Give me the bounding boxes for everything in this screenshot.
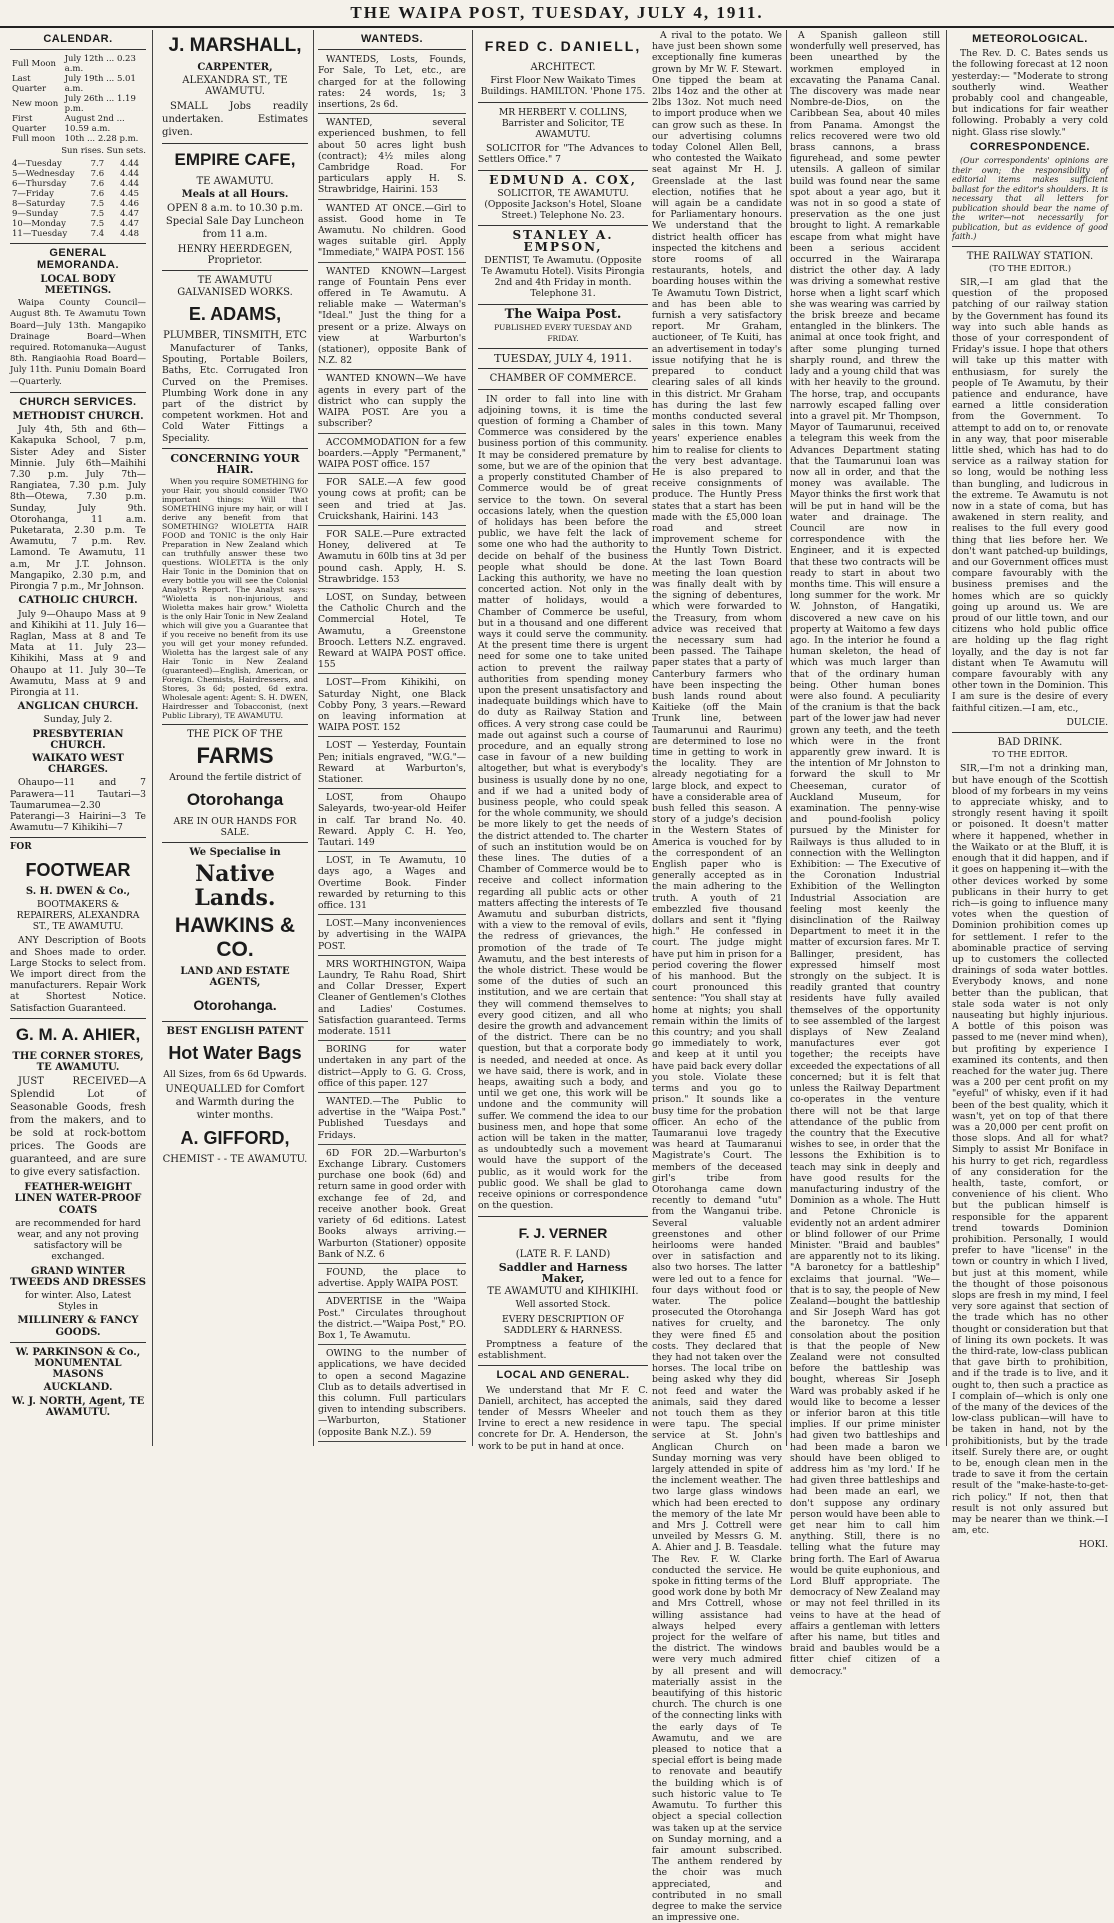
calendar-title: CALENDAR. — [43, 33, 113, 45]
marshall-name: J. MARSHALL, — [168, 35, 302, 56]
divider — [162, 143, 308, 144]
sun-cell: 7.5 — [90, 199, 105, 210]
sun-cell: 4.44 — [120, 159, 140, 170]
divider — [162, 270, 308, 271]
moon-cell: New moon — [12, 99, 59, 110]
moon-cell: Full moon — [12, 134, 56, 145]
classified-ad: BORING for water undertaken in any part of the district—Apply to G. G. Cross, office of this paper. 127 — [318, 1044, 466, 1093]
moon-cell: Last Quarter — [12, 74, 47, 95]
classified-ad: WANTED KNOWN—We have agents in every part of the district who can supply the WAIPA POST. Are you a subscriber? — [318, 373, 466, 433]
classified-ad: LOST—From Kihikihi, on Saturday Night, one Black Cobby Pony, 3 years.—Reward on leaving information at WAIPA POST. 152 — [318, 677, 466, 737]
column-rule — [946, 30, 947, 1446]
marshall-address: ALEXANDRA ST., TE AWAMUTU. — [182, 75, 288, 98]
moon-cell: July 26th ... 1.19 p.m. — [64, 94, 136, 115]
verner-address: TE AWAMUTU and KIHIKIHI. — [487, 1286, 639, 1298]
divider — [10, 1018, 146, 1019]
sun-cell: 7.6 — [90, 189, 105, 200]
marshall-body: SMALL Jobs readily undertaken. Estimates given. — [162, 100, 308, 138]
column-rule — [313, 30, 314, 1446]
meteorological-title: METEOROLOGICAL. — [972, 33, 1088, 45]
sun-cell: 7.6 — [90, 169, 105, 180]
daniell-name: FRED C. DANIELL, — [484, 38, 642, 54]
dwen-body: ANY Description of Boots and Shoes made to order. Large Stocks to select from. We import direct from the manufacturers. Repair Work at Shortest Notice. Satisfaction Guaranteed. — [10, 935, 146, 1014]
sun-header: Sun rises. Sun sets. — [61, 146, 146, 157]
cox-body: SOLICITOR, TE AWAMUTU. (Opposite Jackson's Hotel, Sloane Street.) Telephone No. 23. — [484, 187, 642, 222]
hair-body: When you require SOMETHING for your Hair, you should consider TWO important things: Will that SOMETHING injure my hair, or will I derive any benefit from that SOMETHING? WIOLETTA HAIR FOOD and TONIC is the only Hair Preparation in New Zealand which can truthfully answer these two questions. WIOLETTA is the only Hair Tonic in the Dominion that on every bottle you will see the Colonial Analyst's Report. The Analyst says: "Wioletta is non-injurious, and Wioletta makes hair grow." Wioletta is the only Hair Tonic in New Zealand which will give you a Guarantee that if you receive no benefit from its use you will get your money refunded. Wioletta has the largest sale of any Hair Tonic in New Zealand (guaranteed)—English, American, or Foreign. Chemists, Hairdressers, and Stores, 3s 6d; posted, 6d extra. Wholesale agent: Agent: S. H. DWEN, Hairdresser and Tobacconist, (next Public Library), TE AWAMUTU. — [162, 477, 308, 721]
classified-ad: WANTED KNOWN—Largest range of Fountain Pens ever offered in Te Awamutu. A reliable make — Waterman's "Ideal." Just the thing for a present or a prize. Always on view at Warburton's (stationer), opposite Bank of N.Z. 82 — [318, 266, 466, 371]
ahier-body: JUST RECEIVED—A Splendid Lot of Seasonable Goods, fresh from the makers, and to be sold at rock-bottom prices. The Goods are guaranteed, and are sure to give every satisfaction. — [10, 1076, 146, 1179]
news-text: A Spanish galleon still wonderfully well preserved, has been unearthed by the workmen employed in excavating the Panama Canal. The discovery was made near Nombre-de-Dios, on the Caribbean Sea, about 40 miles from Panama. Amongst the relics recovered were two old brass cannons, a brass figurehead, and some pewter utensils. A galleon of similar build was found near the same spot about a year ago, but it was not in so good a state of preservation as the one just brought to light. A remarkable escape from what might have been a serious accident occurred in the Wairarapa district the other day. A lady was driving a somewhat restive horse when a light scarf which she was wearing was carried by the brisk breeze and became entangled in the blinkers. The animal at once took fright, and after some plunging turned sharply round, and threw the lady and a young child that was with her heavily to the ground. The horse, trap, and occupants narrowly escaped falling over into a gravel pit. Mr Thompson, Mayor of Taumarunui, received a telegram this week from the Advances Department stating that the Taumarunui loan was now all in order, and that the money was available. The Mayor thinks the first work that will be put in hand will be the water and drainage. The Council are now in correspondence with the Engineer, and it is expected that these two contracts will be ready to start in about two months time. This will ensure a long summer for the work. Mr W. Johnston, of Hangatiki, discovered a new cave on his property at Waitomo a few days ago. In the interior he found a human skeleton, the head of which was much larger than that of the ordinary human being. Other human bones were also found. A peculiarity of the cranium is that the back part of the lower jaw had never grown any teeth, and the teeth which were in the front apparently grew inward. It is the intention of Mr Johnston to forward the skull to Mr Cheeseman, curator of Auckland Museum, for examination. The penny-wise and pound-foolish policy pursued by the Minister for Railways is thus alluded to in connection with the Wellington Exhibition: — The Executive of the Coronation Industrial Exhibition of the Wellington Industrial Association are feeling most keenly the disinclination of the Railway Department to meet it in the matter of excursion fares. Mr T. Ballinger, president, has expressed himself most strongly on the subject. It is readily granted that country residents have fully availed themselves of the opportunity to see assembled of the largest displays of New Zealand manufactures ever got together; the receipts have exceeded the expectations of all concerned; but it is felt that unless the Railway Department co-operates in the venture there will not be that large attendance of the public from the country that the Executive wishes to see, in order that the lessons the Exhibition is to teach may sink in deeply and have good results for the manufacturing industry of the Dominion as a whole. The Hutt and Petone Chronicle is evidently not an ardent admirer or blind follower of our Prime Minister. "Braid and baubles" are apparently not to its liking. "A baronetcy for a battleship" exclaims that journal. "We—that is to say, the people of New Zealand—bought the battleship and Sir Joseph Ward has got the baronetcy. The only consolation about the position is that the people of New Zealand were not consulted before the battleship was bought, whereas Sir Joseph Ward was probably asked if he would like to become a lesser or inferior baron at this title implies. If our prime minister had given two battleships and had been made a baron we should have been obliged to address him as 'my lord.' If he had given three battleships and had been made an earl, we don't suppose any ordinary person would have been able to get near him to call him anything. Still, there is no telling what the future may bring forth. The Earl of Awarua would be quite euphonious, and Lord Bluff appropriate. The democracy of New Zealand may or may not feel thrilled in its veins to have at the head of affairs a gentleman with letters after his name, but titles and braid and baubles would be a fitter chief citizen of a democracy." — [790, 30, 940, 1677]
correspondence-note: (Our correspondents' opinions are their own; the responsibility of editorial items makes sufficient ballast for the editor's shoulders. It is necessary that all letters for publication should bear the name of the writer—not necessarily for publication, but as evidence of good faith.) — [952, 156, 1108, 242]
classified-ad: WANTED.—The Public to advertise in the "Waipa Post." Published Tuesdays and Fridays. — [318, 1096, 466, 1145]
drink-title: BAD DRINK. — [997, 737, 1063, 749]
collins: MR HERBERT V. COLLINS, Barrister and Solicitor, TE AWAMUTU. — [498, 106, 628, 141]
sun-row — [10, 169, 141, 179]
galvanised-works: TE AWAMUTU GALVANISED WORKS. — [177, 275, 293, 298]
paper-title: The Waipa Post. — [504, 306, 622, 322]
moon-row — [10, 94, 146, 114]
classified-ad: OWING to the number of applications, we have decided to open a second Magazine Club as to details advertised in this column. Full particulars given to intending subscribers.—Warburton, Stationer (opposite Bank N.Z.). 59 — [318, 1348, 466, 1442]
masthead: THE WAIPA POST, TUESDAY, JULY 4, 1911. — [0, 0, 1114, 28]
sun-cell: 4.47 — [120, 219, 140, 230]
sun-cell: 7.4 — [90, 229, 105, 240]
sun-cell: 11—Tuesday — [12, 229, 68, 240]
classified-ad: 6D FOR 2D.—Warburton's Exchange Library. Customers purchase one book (6d) and return same in good order with exchange fee of 2d, and receive another book. Great variety of 6d editions. Latest Books always arriving.—Warburton (Stationer) opposite Bank of N.Z. 6 — [318, 1148, 466, 1264]
sun-cell: 5—Wednesday — [12, 169, 75, 180]
local-body: We understand that Mr F. C. Daniell, architect, has accepted the tender of Messrs Wheeler and Irvine to erect a new residence in concrete for Dr. A. Henderson, the work to be put in hand at once. — [478, 1384, 648, 1452]
sun-cell: 7.7 — [90, 159, 105, 170]
tweeds-body: for winter. Also, Latest Styles in — [24, 1290, 132, 1313]
moon-cell: Full Moon — [12, 59, 56, 70]
column-rule — [152, 30, 153, 1446]
sun-cell: 4.46 — [120, 199, 140, 210]
sun-cell: 10—Monday — [12, 219, 66, 230]
footwear-heading: FOOTWEAR — [25, 859, 131, 880]
sun-cell: 4—Tuesday — [12, 159, 62, 170]
local-news-text: A rival to the potato. We have just been shown some exceptionally fine kumeras grown by Mr W. F. Stewart. One tipped the beam at 2lbs 14oz and the other at 2lbs 13oz. Not much need to import produce when we can grow such as these. In our advertising columns today Colonel Allen Bell, who contested the Waikato seat against Mr H. J. Greenslade at the last election, notifies that he will again be a candidate for Parliamentary honours. We understand that the district health officer has inspected the kitchens and store rooms of all restaurants, hotels, and boarding houses within the Te Awamutu Town District, and has been able to furnish a very satisfactory report. Mr Graham, auctioneer, of Te Kuiti, has an advertisement in today's issue notifying that he is prepared to conduct clearing sales of all kinds in this district. Mr Graham has during the last few months conducted several sales in this town. Many years' experience enables him to realise for clients to the very best advantage. He is also prepared to receive consignments of produce. The Huntly Press states that a start has been made with the £5,000 loan road and street improvement scheme for the Huntly Town District. At the last Town Board meeting the loan question was finally dealt with by the signing of debentures, which were forwarded to the Treasury, from whom advice was received that the necessary sum had been passed. The Taihape paper states that a party of Canterbury farmers who have been inspecting the bush lands round about Kaitieke (off the Main Trunk line, between Taumarunui and Raurimu) are determined to lose no time in getting to work in the locality. They are already negotiating for a large block, and expect to have a considerable area of bush felled this season. A story of a judge's decision in the Western States of America is vouched for by the correspondent of an English paper who is generally accepted as in the main adhering to the truth. A youth of 21 embezzled five thousand dollars and sent it "flying high." He confessed in court. The judge might have put him in prison for a period covering the flower of his manhood. But the court pronounced this sentence: "You shall stay at home at nights; you shall remain within the limits of this country; and you shall go immediately to work, and keep at it until you have paid back every dollar you stole. Violate these terms and you go to prison." It sounds like a busy time for the probation officer. An echo of the Taumaranui love tragedy was heard at Taumaranui Magistrate's Court. The members of the deceased girl's tribe from Otorohanga came down recently to demand "utu" from the Wanganui tribe. Several valuable greenstones and other heirlooms were handed over in satisfaction and also two horses. The latter were led out to a fence for four days without food or water. The police prosecuted the Otorohanga natives for cruelty, and they were fined £5 and costs. They declared that they had not taken over the horses. The local tribe on being asked why they did not feed and water the animals, said they dared not touch them as they were tapu. The special service at St. John's Anglican Church on Sunday morning was very largely attended in spite of the inclement weather. The two large glass windows which had been erected to the memory of the late Mr and Mrs J. Cottrell were unveiled by Messrs G. M. A. Ahier and J. B. Teasdale. The Rev. F. W. Clarke conducted the service. He spoke in fitting terms of the good work done by both Mr and Mrs Cottrell, whose willing assistance had always helped every project for the welfare of the district. The windows were very much admired by all present and will materially assist in the beautifying of this historic church. The church is one of the connecting links with the early days of Te Awamutu, and we are pleased to notice that a special effort is being made to renovate and beautify the building which is of such historic value to Te Awamutu. To further this object a special collection was taken up at the service on Sunday morning, and a fair amount subscribed. The anthem rendered by the choir was much appreciated, and contributed in no small degree to make the service an impressive one. — [652, 30, 782, 1923]
hot-water-bags: Hot Water Bags — [168, 1042, 302, 1063]
moon-row — [10, 54, 146, 74]
moon-row — [10, 74, 146, 94]
divider — [478, 170, 648, 171]
empire-meals: Meals at all Hours. — [181, 188, 289, 200]
anglican-text: Sunday, July 2. — [43, 714, 113, 726]
column-6 — [790, 30, 940, 1677]
verner-stock: Well assorted Stock. — [515, 1299, 611, 1311]
divider — [10, 49, 146, 50]
moon-cell: First Quarter — [12, 114, 47, 135]
column-3 — [318, 30, 466, 1446]
railway-sign: DULCIE. — [1066, 716, 1108, 728]
otorohanga-heading: Otorohanga — [186, 789, 284, 809]
local-title: LOCAL AND GENERAL. — [496, 1369, 630, 1382]
divider — [162, 724, 308, 725]
classified-ad: ADVERTISE in the "Waipa Post." Circulates throughout the district.—"Waipa Post," P.O. Box 1, Te Awamutu. — [318, 1296, 466, 1345]
moon-row — [10, 134, 146, 144]
divider — [952, 246, 1108, 247]
ahier-subtitle: THE CORNER STORES, TE AWAMUTU. — [12, 1050, 144, 1073]
footwear-for: FOR — [10, 842, 32, 853]
correspondence-title: CORRESPONDENCE. — [970, 140, 1090, 153]
moon-cell: August 2nd ... 10.59 a.m. — [64, 114, 125, 135]
sun-row — [10, 199, 141, 209]
dwen-name: S. H. DWEN & Co., — [25, 885, 131, 897]
classified-ad: WANTED, several experienced bushmen, to fell about 50 acres light bush (contract); 4½ miles along Cambridge Road. For particulars apply H. S. Strawbridge, Hairini. 153 — [318, 117, 466, 199]
best-patent: BEST ENGLISH PATENT — [166, 1025, 304, 1037]
classified-ad: FOUND, the place to advertise. Apply WAIPA POST. — [318, 1267, 466, 1293]
meteorological-body: The Rev. D. C. Bates sends us the following forecast at 12 noon yesterday:— "Moderate to strong southerly wind. Weather probably cool and changeable, but indications for fair weather following. Probably a very cold night. Glass rise slowly." — [952, 48, 1108, 138]
specialise-text: We Specialise in — [189, 847, 281, 859]
railway-title: THE RAILWAY STATION. — [966, 250, 1094, 262]
divider — [10, 392, 146, 393]
sun-row — [10, 209, 141, 219]
divider — [162, 448, 308, 449]
classified-ad: FOR SALE.—A few good young cows at profit; can be seen and tried at Jas. Cruickshank, Hairini. 143 — [318, 477, 466, 526]
moon-cell: 10th ... 2.28 p.m. — [64, 134, 139, 145]
divider — [162, 1021, 308, 1022]
sun-cell: 9—Sunday — [12, 209, 58, 220]
chamber-body: IN order to fall into line with adjoining towns, it is time the question of forming a Chamber of Commerce was considered by the business portion of this community. It may be considered premature by some, but we are of the opinion that a properly constituted Chamber of Commerce would be of great service to the town. On several occasions lately, when the question of holidays has been before the public, we have felt the lack of some one who had the authority to decide on behalf of the business people what should be done. Lacking this authority, we have no concerted action. Not only in the matter of holidays, would a Chamber of Commerce be useful, but in a thousand and one different ways it could serve the community. At the present time there is urgent need for some one to take united action to prevent the railway authorities from spending money upon the present unsatisfactory and inadequate buildings which have to do duty as Railway Station and offices. A very strong case could be made out against such a course of procedure, and an equally strong case in favour of a new building altogether, but what is everybody's business is usually done by no one, and if we had a united body of business people, who could speak for the whole community, we should be more likely to get the needs of the district attended to. The charter of such an institution would be on these lines. The duties of a Chamber of Commerce would be to receive and collect information regarding all public acts or other matters affecting the interests of Te Awamutu and suburban districts, with a view to the removal of evils, the redress of grievances, the promotion of the trade of Te Awamutu, and the best interests of the whole district. These would be some of the duties of such an institution, and we are certain that they will commend themselves to every good citizen, and all who desire the growth and advancement of the district. There can be no question, but that a corporate body is needed, and needed at once. As we have said, there is work, and in heaps, awaiting such a body, and until we get one, this work will be undone and the community will suffer. We commend the idea to our business men, and hope that some action will be taken in the matter, as undoubtedly such a movement would have the support of the public, as it would work for the public good. We shall be glad to receive opinions or correspondence on the question. — [478, 393, 648, 1212]
presbyterian-subtitle: WAIKATO WEST CHARGES. — [32, 752, 124, 776]
divider — [478, 304, 648, 305]
ahier-name: G. M. A. AHIER, — [15, 1024, 141, 1044]
sun-row — [10, 189, 141, 199]
moon-cell: July 19th ... 5.01 a.m. — [64, 74, 136, 95]
presbyterian-title: PRESBYTERIAN CHURCH. — [32, 728, 124, 751]
empson-body: DENTIST, Te Awamutu. (Opposite Te Awamutu Hotel). Visits Pirongia 2nd and 4th Friday in month. Telephone 31. — [481, 254, 645, 300]
around-text: Around the fertile district of — [169, 772, 301, 784]
unequalled-text: UNEQUALLED for Comfort and Warmth during the winter months. — [165, 1084, 305, 1122]
column-rule — [786, 30, 787, 1446]
column-1 — [10, 30, 146, 1446]
classified-ad: LOST.—Many inconveniences by advertising in the WAIPA POST. — [318, 918, 466, 956]
sun-row — [10, 229, 141, 239]
sun-cell: 4.44 — [120, 179, 140, 190]
sun-cell: 8—Saturday — [12, 199, 66, 210]
sun-row — [10, 159, 141, 169]
church-title: CHURCH SERVICES. — [19, 395, 137, 408]
sun-cell: 7—Friday — [12, 189, 54, 200]
column-2 — [162, 30, 308, 1446]
gifford-name: A. GIFFORD, — [180, 1128, 290, 1149]
adams-trade: PLUMBER, TINSMITH, ETC — [163, 329, 307, 341]
divider — [478, 1216, 648, 1217]
sun-cell: 4.45 — [120, 189, 140, 200]
solicitor: SOLICITOR for "The Advances to Settlers Office." 7 — [478, 143, 648, 166]
memoranda-subtitle: LOCAL BODY MEETINGS. — [40, 273, 116, 297]
empson-name: STANLEY A. EMPSON, — [512, 228, 614, 254]
parkinson-sub: AUCKLAND. — [43, 1382, 113, 1394]
saddlery: EVERY DESCRIPTION OF SADDLERY & HARNESS. — [502, 1313, 624, 1336]
classified-ad: LOST — Yesterday, Fountain Pen; initials engraved, "W.G."—Reward at Warburton's, Stationer. — [318, 740, 466, 789]
sun-cell: 6—Thursday — [12, 179, 67, 190]
wanteds-list — [318, 54, 466, 1442]
verner-sub: (LATE R. F. LAND) — [515, 1248, 611, 1260]
pick-of-the: THE PICK OF THE — [187, 729, 283, 741]
sun-cell: 7.5 — [90, 219, 105, 230]
column-4 — [478, 30, 648, 1452]
sun-cell: 7.6 — [90, 179, 105, 190]
millinery-heading: MILLINERY & FANCY GOODS. — [17, 1315, 139, 1338]
marshall-trade: CARPENTER, — [197, 62, 273, 73]
presbyterian-text: Ohaupo—11 and 7 Parawera—11 Tautari—3 Taumarumea—2.30 Paterangi—3 Hairini—3 Te Awamutu—7 Kihikihi—7 — [10, 777, 146, 834]
farms-heading: FARMS — [196, 743, 274, 769]
divider — [10, 1342, 146, 1343]
adams-body: Manufacturer of Tanks, Spouting, Portable Boilers, Baths, Etc. Corrugated Iron Curved on the Premises. Plumbing Work done in any part of the district by competent workmen. Hot and Cold Water Fittings a Speciality. — [162, 343, 308, 444]
issue-date: TUESDAY, JULY 4, 1911. — [494, 352, 632, 366]
sizes-text: All Sizes, from 6s 6d Upwards. — [163, 1068, 307, 1080]
divider — [478, 348, 648, 349]
column-5 — [652, 30, 782, 1923]
methodist-text: July 4th, 5th and 6th—Kakapuka School, 7 p.m, Sister Adey and Sister Minnie. July 6th—Maihihi 7.30 p.m. July 7th—Rangiatea, 7.30 p.m. July 8th—Otewa, 7.30 p.m. Sunday, July 9th. Otorohanga, 11 a.m. Puketarata, 2.30 p.m. Te Awamutu, 7 p.m. Rev. Lamond. Te Awamutu, 11 a.m, Mr J.T. Johnson. Mangapiko, 2.30 p.m, and Pirongia 7 p.m., Mr Johnson. — [10, 424, 146, 593]
adams-name: E. ADAMS, — [188, 303, 282, 324]
empire-body: OPEN 8 a.m. to 10.30 p.m. Special Sale Day Luncheon from 11 a.m. — [165, 203, 305, 241]
classified-ad: WANTED AT ONCE.—Girl to assist. Good home in Te Awamutu. No children. Good wages suitable girl. Apply "Immediate," WAIPA POST. 156 — [318, 203, 466, 263]
dwen-subtitle: BOOTMAKERS & REPAIRERS, ALEXANDRA ST., TE AWAMUTU. — [16, 898, 140, 933]
divider — [952, 732, 1108, 733]
column-rule — [472, 30, 473, 1446]
hawkins-subtitle: LAND AND ESTATE AGENTS, — [180, 966, 290, 989]
verner-name: F. J. VERNER — [518, 1224, 608, 1241]
daniell-trade: ARCHITECT. — [530, 62, 596, 73]
divider — [478, 1365, 648, 1366]
classified-ad: LOST, on Sunday, between the Catholic Church and the Commercial Hotel, Te Awamutu, a Greenstone Brooch. Letters N.Z. engraved. Reward at WAIPA POST office. 155 — [318, 592, 466, 674]
hawkins-name: HAWKINS & CO. — [174, 914, 296, 962]
classified-ad: ACCOMMODATION for a few boarders.—Apply "Permanent," WAIPA POST office. 157 — [318, 437, 466, 475]
methodist-title: METHODIST CHURCH. — [12, 411, 144, 423]
railway-sub: (TO THE EDITOR.) — [988, 263, 1072, 274]
daniell-body: First Floor New Waikato Times Buildings. HAMILTON. 'Phone 175. — [480, 75, 646, 98]
published-line: PUBLISHED EVERY TUESDAY AND FRIDAY. — [494, 322, 632, 344]
divider — [162, 842, 308, 843]
memoranda-title: GENERAL MEMORANDA. — [37, 247, 119, 271]
sun-row — [10, 179, 141, 189]
classified-ad: WANTEDS, Losts, Founds, For Sale, To Let, etc., are charged for at the following rates: 24 words, 1s; 3 insertions, 2s 6d. — [318, 54, 466, 114]
feather-body: are recommended for hard wear, and any not proving satisfactory will be exchanged. — [15, 1217, 141, 1263]
catholic-text: July 9—Ohaupo Mass at 9 and Kihikihi at 11. July 16—Raglan, Mass at 8 and Te Mata at 11. July 23—Kihikihi, Mass at 9 and Ohaupo at 11. July 30—Te Awamutu, Mass at 9 and Pirongia at 11. — [10, 608, 146, 698]
divider — [478, 368, 648, 369]
divider — [10, 837, 146, 838]
empire-name: EMPIRE CAFE, — [174, 149, 296, 169]
otorohanga-place: Otorohanga. — [193, 996, 277, 1013]
classified-ad: LOST, in Te Awamutu, 10 days ago, a Wages and Overtime Book. Finder rewarded by returning to this office. 131 — [318, 855, 466, 915]
sun-cell: 4.48 — [120, 229, 140, 240]
anglican-title: ANGLICAN CHURCH. — [17, 701, 139, 713]
hands-text: ARE IN OUR HANDS FOR SALE. — [173, 815, 297, 838]
classified-ad: MRS WORTHINGTON, Waipa Laundry, Te Rahu Road, Shirt and Collar Dresser, Expert Cleaner of Gentlemen's Clothes and Ladies' Costumes. Satisfaction guaranteed. Terms moderate. 1511 — [318, 959, 466, 1041]
parkinson-heading: W. PARKINSON & Co., MONUMENTAL MASONS — [15, 1346, 141, 1381]
heerdegen: HENRY HEERDEGEN, Proprietor. — [177, 244, 293, 267]
empire-place: TE AWAMUTU. — [196, 175, 274, 187]
catholic-title: CATHOLIC CHURCH. — [18, 595, 138, 607]
moon-table — [10, 54, 146, 144]
sun-cell: 7.5 — [90, 209, 105, 220]
classified-ad: FOR SALE.—Pure extracted Honey, delivered at Te Awamutu in 60lb tins at 3d per pound cash. Apply, H. S. Strawbridge. 153 — [318, 529, 466, 589]
moon-cell: July 12th ... 0.23 a.m. — [64, 54, 136, 75]
hair-title: CONCERNING YOUR HAIR. — [170, 451, 300, 477]
wanteds-title: WANTEDS. — [360, 33, 424, 45]
railway-body: SIR,—I am glad that the question of the proposed patching of our railway station by the Government has found its way into such able hands as those of your correspondent of Friday's issue. I hope that others will take up this matter with enthusiasm, for surely the people of Te Awamutu, by their patience and endurance, have earned a little consideration from the Government. To attempt to add on to, or renovate in any way, that poor miserable little shed, which has had to do service as a railway station for so long, would be nothing less than bungling, and ludicrous in the extreme. Te Awamutu is not now in a state of coma, but has awakened in stern reality, and realises to the full every good thing that lies before her. We don't want patched-up buildings, and our Government offices must compare favourably with the business premises and the homes which are so quickly going up around us. We are proud of our little town, and our citizens who hold public office are holding up the flag right loyally, and the day is not far distant when Te Awamutu will compare favourably with any other town in the Dominion. This I am sure is the desire of every faithful citizen.—I am, etc., — [952, 276, 1108, 714]
memoranda-text: Waipa County Council—August 8th. Te Awamutu Town Board—July 13th. Mangapiko Drainage Board—When required. Rotomanuka—August 8th. Rangiaohia Road Board—July 11th. Puniu Domain Board—Quarterly. — [10, 298, 146, 387]
divider — [478, 389, 648, 390]
divider — [318, 49, 466, 50]
drink-sign: HOKI. — [1079, 1539, 1108, 1551]
feather-heading: FEATHER-WEIGHT LINEN WATER-PROOF COATS — [14, 1182, 142, 1216]
verner-trade: Saddler and Harness Maker, — [498, 1260, 628, 1285]
gifford-trade: CHEMIST - - TE AWAMUTU. — [162, 1154, 308, 1166]
cox-name: EDMUND A. COX, — [489, 172, 637, 187]
native-lands-heading: Native Lands. — [194, 861, 276, 912]
divider — [10, 243, 146, 244]
sun-cell: 4.44 — [120, 169, 140, 180]
chamber-title: CHAMBER OF COMMERCE. — [489, 373, 637, 385]
sun-cell: 4.47 — [120, 209, 140, 220]
prompt: Promptness a feature of the establishment. — [478, 1338, 648, 1362]
drink-body: SIR,—I'm not a drinking man, but have enough of the Scottish blood of my forbears in my veins to appreciate whisky, and to strongly resent having it spoilt or poisoned. It doesn't matter where it happened, whether in the Waikato or at the Bluff, it is enough that it did happen, and if it goes on happening it—with the other devices worked by some publicans in their hurry to get rich—is going to influence many votes when the question of Dominion prohibition comes up for settlement. I refer to the abominable practice of serving up to customers the collected drainings of soda water bottles. Everybody knows, and none better than the publican, that stale soda water is not only nauseating but highly injurious. A bottle of this poison was passed to me (never mind when), but profiting by experience I examined its contents, and then reached for the water jug. There was a 200 per cent profit on my "eyeful" of whisky, even if it had been of the best quality, which it wasn't, yet on top of that there was a 20,000 per cent profit on those slops. And all for what? Simply to assist Mr Boniface in his hurry to get rich, regardless of any consideration for the health, taste, comfort, or convenience of his client. Who but the publican himself is responsible for the apparent trend towards Dominion prohibition. Personally, I would prefer to have "license" in the town or country in which I lived, but just at this moment, while the thought of those poisonous slops are fresh in my mind, I feel very sore against that section of the trade which has no other thought or consideration but that of lining its own pockets. It was the third-rate, low-class publican that gave birth to prohibition, and if the trade is to live, and it ought to, then such a practice as I complain of—which is only one of the many of the devices of the low-class publican—will have to be taken in hand, not by the prohibitionists, but by the trade itself. Surely there are, or ought to be, enough clean men in the trade to save it from the certain result of the "make-haste-to-get-rich policy." If not, then that result is not only assured but may be nearer than we think.—I am, etc. — [952, 763, 1108, 1537]
column-7 — [952, 30, 1108, 1551]
classified-ad: LOST, from Ohaupo Saleyards, two-year-old Heifer in calf. Tar brand No. 40. Reward. Apply C. H. Yeo, Tautari. 149 — [318, 792, 466, 852]
divider — [478, 225, 648, 226]
sun-row — [10, 219, 141, 229]
tweeds-heading: GRAND WINTER TWEEDS AND DRESSES — [10, 1265, 147, 1288]
divider — [478, 102, 648, 103]
moon-row — [10, 114, 146, 134]
sun-table — [10, 159, 141, 239]
drink-sub: TO THE EDITOR. — [992, 750, 1068, 761]
north-agent: W. J. NORTH, Agent, TE AWAMUTU. — [11, 1395, 145, 1418]
